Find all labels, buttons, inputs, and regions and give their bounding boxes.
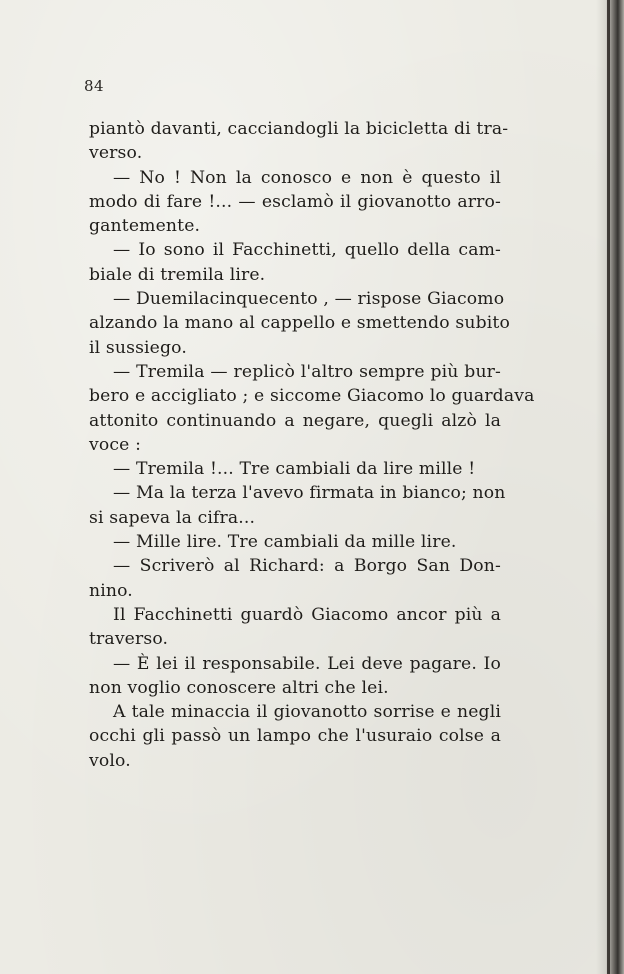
text-line: attonito continuando a negare, quegli alzò la	[89, 410, 501, 431]
text-line: alzando la mano al cappello e smettendo subito	[89, 313, 510, 334]
text-line: — Scriverò al Richard: a Borgo San Don-	[113, 556, 501, 577]
text-line: Il Facchinetti guardò Giacomo ancor più a	[113, 604, 501, 625]
text-line: non voglio conoscere altri che lei.	[89, 677, 389, 698]
text-line: biale di tremila lire.	[89, 264, 266, 285]
text-line: piantò davanti, cacciandogli la bicicletta di tra-	[89, 119, 509, 139]
book-spine-shadow	[596, 0, 624, 974]
body-text	[89, 117, 535, 773]
text-line: A tale minaccia il giovanotto sorrise e negli	[113, 702, 501, 723]
page-number: 84	[84, 77, 105, 95]
text-line: — È lei il responsabile. Lei deve pagare. Io	[113, 653, 501, 674]
text-line: — Mille lire. Tre cambiali da mille lire.	[113, 532, 457, 553]
text-line: il sussiego.	[89, 337, 187, 358]
text-line: — Tremila — replicò l'altro sempre più bur-	[113, 361, 501, 382]
book-spine-edge	[607, 0, 610, 974]
text-line: — Duemilacinquecento , — rispose Giacomo	[113, 289, 505, 310]
text-line: nino.	[89, 580, 133, 601]
text-line: traverso.	[89, 629, 169, 650]
text-line: volo.	[89, 750, 131, 771]
text-line: — No ! Non la conosco e non è questo il	[113, 167, 501, 188]
text-line: — Ma la terza l'avevo firmata in bianco; non	[113, 483, 506, 504]
text-line: modo di fare !... — esclamò il giovanotto arro-	[89, 191, 501, 212]
text-line: voce :	[89, 434, 142, 455]
text-line: — Tremila !... Tre cambiali da lire mille !	[113, 459, 476, 480]
text-line: verso.	[89, 143, 143, 164]
text-line: — Io sono il Facchinetti, quello della cam-	[113, 240, 501, 261]
text-line: bero e accigliato ; e siccome Giacomo lo guardava	[89, 386, 535, 407]
text-line: occhi gli passò un lampo che l'usuraio colse a	[89, 726, 501, 747]
text-line: si sapeva la cifra...	[89, 507, 256, 528]
text-line: gantemente.	[89, 216, 201, 237]
